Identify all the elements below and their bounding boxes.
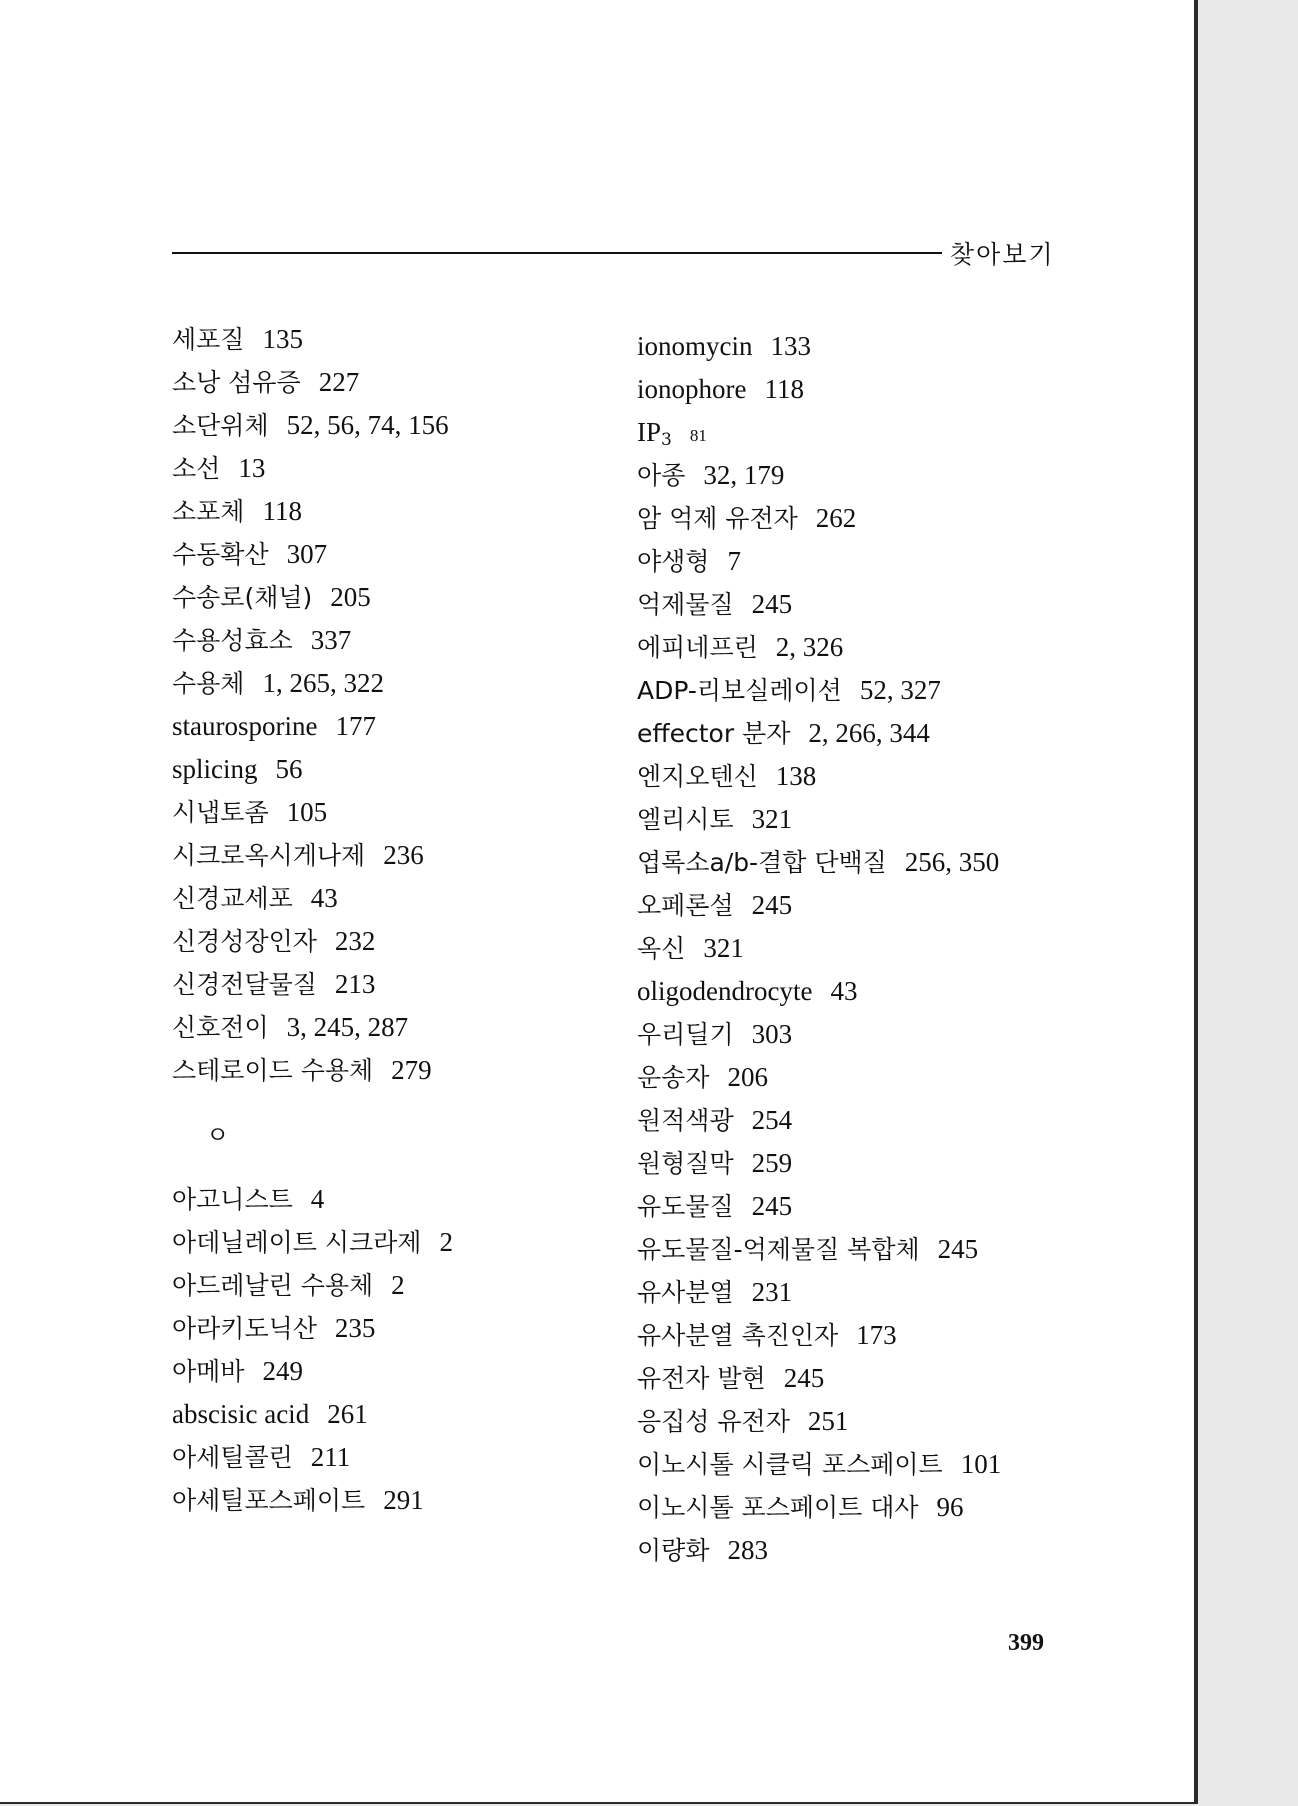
index-entry: 에피네프린 2, 326 bbox=[637, 632, 844, 662]
index-entry: 억제물질 245 bbox=[637, 589, 793, 619]
index-entry: 수송로(채널) 205 bbox=[172, 582, 371, 612]
index-entry: 엔지오텐신 138 bbox=[637, 761, 817, 791]
index-entry: IP3 81 bbox=[637, 417, 707, 450]
index-entry: 스테로이드 수용체 279 bbox=[172, 1055, 432, 1085]
index-entry: 소포체 118 bbox=[172, 496, 302, 526]
page-number: 399 bbox=[1008, 1630, 1044, 1656]
index-entry: 아라키도닉산 235 bbox=[172, 1313, 376, 1343]
index-entry: splicing 56 bbox=[172, 754, 303, 784]
index-entry: 유도물질 245 bbox=[637, 1191, 793, 1221]
index-entry: 아세틸포스페이트 291 bbox=[172, 1485, 424, 1515]
index-entry: staurosporine 177 bbox=[172, 711, 376, 741]
index-entry: 수용체 1, 265, 322 bbox=[172, 668, 384, 698]
index-entry: 이노시톨 시클릭 포스페이트 101 bbox=[637, 1449, 1002, 1479]
index-entry: 이노시톨 포스페이트 대사 96 bbox=[637, 1492, 964, 1522]
index-entry: 아드레날린 수용체 2 bbox=[172, 1270, 405, 1300]
index-entry: 신경성장인자 232 bbox=[172, 926, 376, 956]
index-entry: 응집성 유전자 251 bbox=[637, 1406, 849, 1436]
index-entry: abscisic acid 261 bbox=[172, 1399, 368, 1429]
index-entry: oligodendrocyte 43 bbox=[637, 976, 858, 1006]
index-entry: 운송자 206 bbox=[637, 1062, 768, 1092]
index-entry: 우리딜기 303 bbox=[637, 1019, 793, 1049]
index-entry: 아고니스트 4 bbox=[172, 1184, 325, 1214]
index-entry: 세포질 135 bbox=[172, 324, 303, 354]
index-entry: 신경전달물질 213 bbox=[172, 969, 376, 999]
index-entry: 아종 32, 179 bbox=[637, 460, 785, 490]
index-entry: ionophore 118 bbox=[637, 374, 804, 404]
index-entry: 이량화 283 bbox=[637, 1535, 768, 1565]
index-column-left bbox=[172, 318, 453, 1522]
index-entry: 수동확산 307 bbox=[172, 539, 328, 569]
index-entry: 원적색광 254 bbox=[637, 1105, 793, 1135]
index-entry: effector 분자 2, 266, 344 bbox=[637, 718, 930, 748]
index-entry: 소단위체 52, 56, 74, 156 bbox=[172, 410, 449, 440]
index-entry: 야생형 7 bbox=[637, 546, 741, 576]
index-entry: 오페론설 245 bbox=[637, 890, 793, 920]
section-letter-heading: ㅇ bbox=[206, 1121, 230, 1149]
index-entry: 옥신 321 bbox=[637, 933, 744, 963]
index-entry: 신경교세포 43 bbox=[172, 883, 338, 913]
header-rule bbox=[172, 252, 942, 254]
index-entry: 신호전이 3, 245, 287 bbox=[172, 1012, 409, 1042]
index-entry: 아세틸콜린 211 bbox=[172, 1442, 351, 1472]
index-column-right bbox=[637, 325, 1001, 1572]
index-entry: ionomycin 133 bbox=[637, 331, 811, 361]
index-entry: 유도물질-억제물질 복합체 245 bbox=[637, 1234, 979, 1264]
index-entry: 엽록소a/b-결합 단백질 256, 350 bbox=[637, 847, 1000, 877]
index-entry: 유전자 발현 245 bbox=[637, 1363, 825, 1393]
index-entry: 유사분열 231 bbox=[637, 1277, 793, 1307]
index-entry: 시크로옥시게나제 236 bbox=[172, 840, 424, 870]
index-entry: 아데닐레이트 시크라제 2 bbox=[172, 1227, 453, 1257]
index-entry: 암 억제 유전자 262 bbox=[637, 503, 857, 533]
index-entry: 소선 13 bbox=[172, 453, 266, 483]
index-entry: 원형질막 259 bbox=[637, 1148, 793, 1178]
index-entry: 엘리시토 321 bbox=[637, 804, 793, 834]
running-header: 찾아보기 bbox=[950, 240, 1055, 269]
index-entry: 유사분열 촉진인자 173 bbox=[637, 1320, 897, 1350]
index-entry: 수용성효소 337 bbox=[172, 625, 352, 655]
index-entry: 아메바 249 bbox=[172, 1356, 303, 1386]
index-entry: ADP-리보실레이션 52, 327 bbox=[637, 675, 941, 705]
index-entry: 시냅토좀 105 bbox=[172, 797, 328, 827]
index-entry: 소낭 섬유증 227 bbox=[172, 367, 360, 397]
